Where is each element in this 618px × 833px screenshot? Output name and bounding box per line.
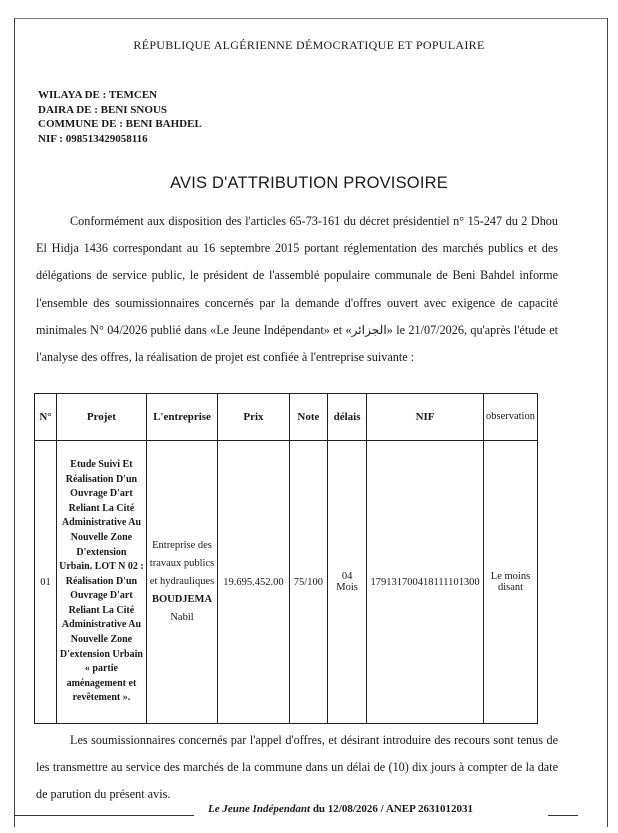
col-note: Note bbox=[289, 394, 327, 441]
notice-paragraph: Conformément aux disposition des l'articles 65-73-161 du décret présidentiel n° 15-247 du 2 Dhou El Hidja 1436 correspondant au 16 septembre 2015 portant réglementation des marchés publics et des délégations de service public, le président de l'assemblé populaire communale de Beni Bahdel informe l'ensemble des soumissionnaires concernés par la demande d'offres ouvert avec exigence de capacité minimales N° 04/2026 publié dans «Le Jeune Indépendant» et «الجزائر» le 21/07/2026, qu'après l'étude et l'analyse des offres, la réalisation de projet est confiée à l'entreprise suivante : bbox=[36, 214, 558, 365]
footer-rule-left bbox=[14, 815, 194, 816]
col-observation: observation bbox=[483, 394, 537, 441]
col-entreprise: L'entreprise bbox=[146, 394, 217, 441]
col-delais: délais bbox=[328, 394, 367, 441]
footer-journal: Le Jeune Indépendant bbox=[208, 803, 311, 815]
daira-line: DAIRA DE : BENI SNOUS bbox=[38, 103, 167, 116]
admin-block bbox=[38, 88, 202, 146]
cell-observation: Le moins disant bbox=[483, 441, 537, 724]
entreprise-line: Entreprise des travaux publics et hydrauliques bbox=[149, 540, 215, 587]
cell-nif: 179131700418111101300 bbox=[367, 441, 484, 724]
publication-footer bbox=[208, 803, 473, 815]
cell-prix: 19.695.452.00 bbox=[218, 441, 290, 724]
cell-projet: Etude Suivi Et Réalisation D'un Ouvrage D'art Reliant La Cité Administrative Au Nouvelle Zone D'extension Urbain. LOT N 02 : Réalisation D'un Ouvrage D'art Reliant La Cité Administrative Au Nouvelle Zone D'extension Urbain « partie aménagement et revêtement ». bbox=[57, 441, 147, 724]
nif-line: NIF : 098513429058116 bbox=[38, 132, 148, 145]
table-row bbox=[35, 441, 538, 724]
cell-num: 01 bbox=[35, 441, 57, 724]
closing-paragraph: Les soumissionnaires concernés par l'appel d'offres, et désirant introduire des recours sont tenus de les transmettre au service des marchés de la commune dans un délai de (10) dix jours à compter de la date de parution du présent avis. bbox=[36, 733, 558, 801]
cell-delais: 04 Mois bbox=[328, 441, 367, 724]
closing-text bbox=[36, 727, 558, 808]
cell-note: 75/100 bbox=[289, 441, 327, 724]
republic-heading: RÉPUBLIQUE ALGÉRIENNE DÉMOCRATIQUE ET POPULAIRE bbox=[133, 38, 485, 52]
footer-details: du 12/08/2026 / ANEP 2631012031 bbox=[312, 803, 473, 815]
entreprise-name: BOUDJEMA bbox=[151, 594, 213, 605]
col-nif: NIF bbox=[367, 394, 484, 441]
commune-line: COMMUNE DE : BENI BAHDEL bbox=[38, 118, 202, 130]
col-num: N° bbox=[35, 394, 57, 441]
notice-title: AVIS D'ATTRIBUTION PROVISOIRE bbox=[170, 174, 448, 192]
notice-body bbox=[36, 208, 558, 371]
table-header-row bbox=[35, 394, 538, 441]
col-prix: Prix bbox=[218, 394, 290, 441]
attribution-table bbox=[34, 393, 538, 724]
cell-entreprise bbox=[146, 441, 217, 724]
footer-rule-right bbox=[548, 815, 578, 816]
col-projet: Projet bbox=[57, 394, 147, 441]
entreprise-first-name: Nabil bbox=[170, 612, 194, 623]
wilaya-line: WILAYA DE : TEMCEN bbox=[38, 89, 158, 101]
